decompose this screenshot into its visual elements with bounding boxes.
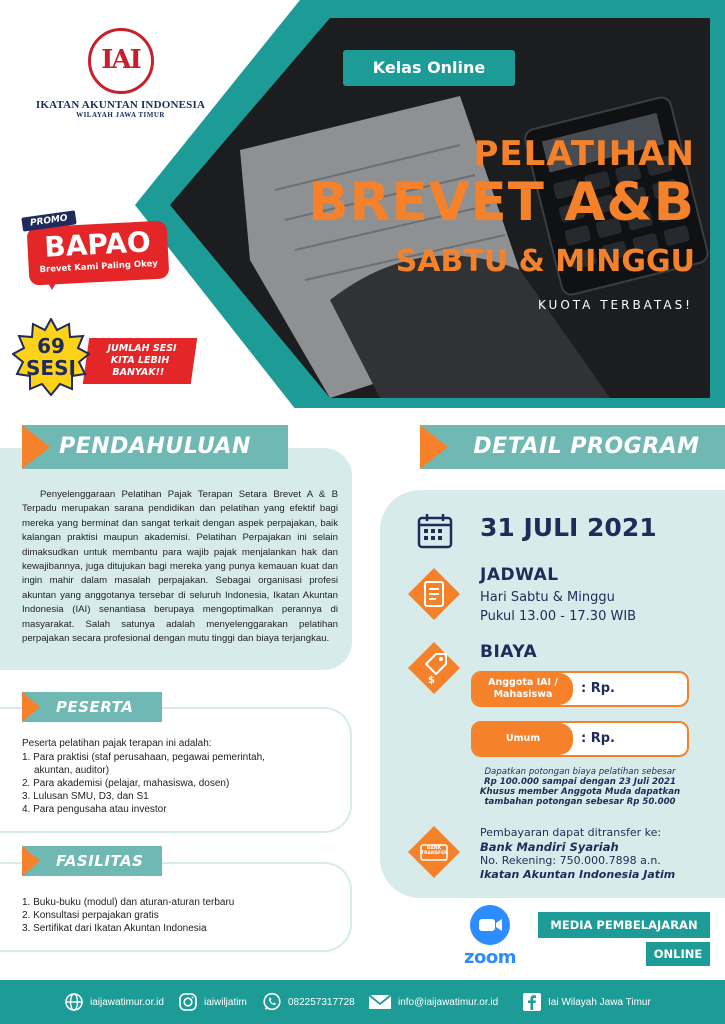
title-pelatihan: PELATIHAN [473, 134, 695, 174]
facebook-icon [522, 992, 542, 1012]
account-name: Ikatan Akuntan Indonesia Jatim [480, 868, 676, 881]
whatsapp-icon [262, 992, 282, 1012]
header-arrow-icon [22, 692, 40, 722]
footer-bar [0, 980, 725, 1024]
list-item: 3. Lulusan SMU, D3, dan S1 [22, 791, 149, 802]
promo-label: PROMO [21, 210, 76, 231]
session-count-badge [12, 318, 90, 396]
promo-tagline: Brevet Kami Paling Okey [39, 258, 159, 276]
instagram-text: iaiwiljatim [204, 996, 247, 1008]
peserta-list [22, 751, 342, 816]
session-count: 69 [37, 334, 65, 358]
peserta-content [22, 738, 342, 816]
session-unit: SESI [26, 356, 76, 380]
mail-icon [368, 992, 392, 1012]
media-mode: ONLINE [646, 942, 710, 966]
hero-banner [0, 0, 725, 415]
discount-line-4: tambahan potongan sebesar Rp 50.000 [484, 797, 676, 807]
promo-name: BAPAO [43, 225, 152, 264]
list-item: 3. Sertifikat dari Ikatan Akuntan Indonesia [22, 923, 207, 934]
zoom-logo [450, 905, 530, 969]
fasilitas-list [22, 896, 342, 935]
organization-region: WILAYAH JAWA TIMUR [76, 111, 165, 119]
fee-row-member [471, 671, 689, 707]
iai-logo [28, 28, 213, 119]
website-text: iaijawatimur.or.id [90, 996, 164, 1008]
title-schedule: SABTU & MINGGU [395, 244, 695, 279]
media-label: MEDIA PEMBELAJARAN [538, 912, 710, 938]
session-banner [83, 338, 197, 384]
price-tag-icon [406, 640, 462, 696]
list-item: akuntan, auditor) [34, 765, 110, 776]
peserta-title: PESERTA [56, 698, 134, 716]
footer-website[interactable] [64, 980, 164, 1024]
footer-instagram[interactable] [178, 980, 247, 1024]
fee-category: Anggota IAI / Mahasiswa [473, 673, 573, 705]
list-item: 4. Para pengusaha atau investor [22, 804, 167, 815]
pendahuluan-title: PENDAHULUAN [59, 434, 251, 459]
fee-price: : Rp. [581, 731, 615, 746]
peserta-intro: Peserta pelatihan pajak terapan ini adalah: [22, 738, 212, 749]
pendahuluan-header [22, 425, 288, 469]
pendahuluan-body: Penyelenggaraan Pelatihan Pajak Terapan Setara Brevet A & B Terpadu merupakan sarana pendidikan dan pelatihan yang efektif bagi mereka yang berminat dan sangat terkait dengan aspek perpajakan, baik kalangan praktisi maupun akademisi. Pelatihan Perpajakan ini selain dimaksudkan untuk membantu para wajib pajak menjalankan hak dan kewajibannya, juga ditujukan bagi mereka yang punya kemauan kuat dan ingin mahir dalam masalah perpajakan. Sebagai organisasi profesi akuntan yang anggotanya tersebar di seluruh Indonesia, Ikatan Akuntan Indonesia (IAI) senantiasa berupaya mengoptimalkan perannya di masyarakat. Salah satunya adalah menyelenggarakan pelatihan perpajakan secara profesional dengan mutu tinggi dan biaya terjangkau. [22, 489, 338, 645]
zoom-icon [470, 905, 510, 945]
fee-price: : Rp. [581, 681, 615, 696]
program-date: 31 JULI 2021 [480, 513, 657, 542]
session-banner-line2: KITA LEBIH [110, 355, 170, 366]
discount-line-1: Dapatkan potongan biaya pelatihan sebesar [484, 767, 676, 777]
schedule-title: JADWAL [480, 565, 559, 585]
schedule-icon [406, 566, 462, 622]
quota-note: KUOTA TERBATAS! [538, 298, 693, 312]
title-brevet: BREVET A&B [308, 172, 695, 233]
account-number: No. Rekening: 750.000.7898 a.n. [480, 854, 661, 867]
fee-title: BIAYA [480, 642, 538, 662]
peserta-header [22, 692, 162, 722]
discount-line-2: Rp 100.000 sampai dengan 23 Juli 2021 [484, 777, 676, 787]
discount-line-3: Khusus member Anggota Muda dapatkan [479, 787, 681, 797]
promo-tail [44, 276, 60, 290]
schedule-days: Hari Sabtu & Minggu [480, 590, 615, 605]
fee-category: Umum [473, 723, 573, 755]
calendar-icon [416, 512, 454, 550]
facebook-text: Iai Wilayah Jawa Timur [548, 996, 651, 1008]
list-item: 1. Para praktisi (staf perusahaan, pegawai pemerintah, [22, 752, 265, 763]
schedule-time: Pukul 13.00 - 17.30 WIB [480, 609, 637, 624]
bank-icon-label: BANK TRANSFER [421, 846, 448, 856]
detail-header [420, 425, 725, 469]
payment-intro: Pembayaran dapat ditransfer ke: [480, 826, 662, 839]
promo-badge [14, 214, 166, 286]
footer-facebook[interactable] [522, 980, 651, 1024]
session-banner-line1: JUMLAH SESI [107, 343, 177, 354]
session-banner-line3: BANYAK!! [112, 367, 165, 378]
class-type-tag: Kelas Online [343, 50, 515, 86]
fasilitas-title: FASILITAS [56, 852, 144, 870]
instagram-icon [178, 992, 198, 1012]
whatsapp-text: 082257317728 [288, 996, 355, 1008]
footer-email[interactable] [368, 980, 498, 1024]
bank-name: Bank Mandiri Syariah [480, 840, 619, 854]
organization-name: IKATAN AKUNTAN INDONESIA [35, 99, 206, 111]
list-item: 1. Buku-buku (modul) dan aturan-aturan terbaru [22, 897, 235, 908]
iai-logo-icon: IAI [88, 28, 154, 94]
fasilitas-header [22, 846, 162, 876]
list-item: 2. Para akademisi (pelajar, mahasiswa, dosen) [22, 778, 230, 789]
globe-icon [64, 992, 84, 1012]
email-text: info@iaijawatimur.or.id [398, 996, 499, 1008]
fee-row-general [471, 721, 689, 757]
footer-whatsapp[interactable] [262, 980, 355, 1024]
list-item: 2. Konsultasi perpajakan gratis [22, 910, 159, 921]
zoom-label: zoom [464, 947, 516, 968]
svg-text:$: $ [428, 675, 435, 686]
detail-title: DETAIL PROGRAM [473, 434, 700, 459]
header-arrow-icon [22, 846, 40, 876]
